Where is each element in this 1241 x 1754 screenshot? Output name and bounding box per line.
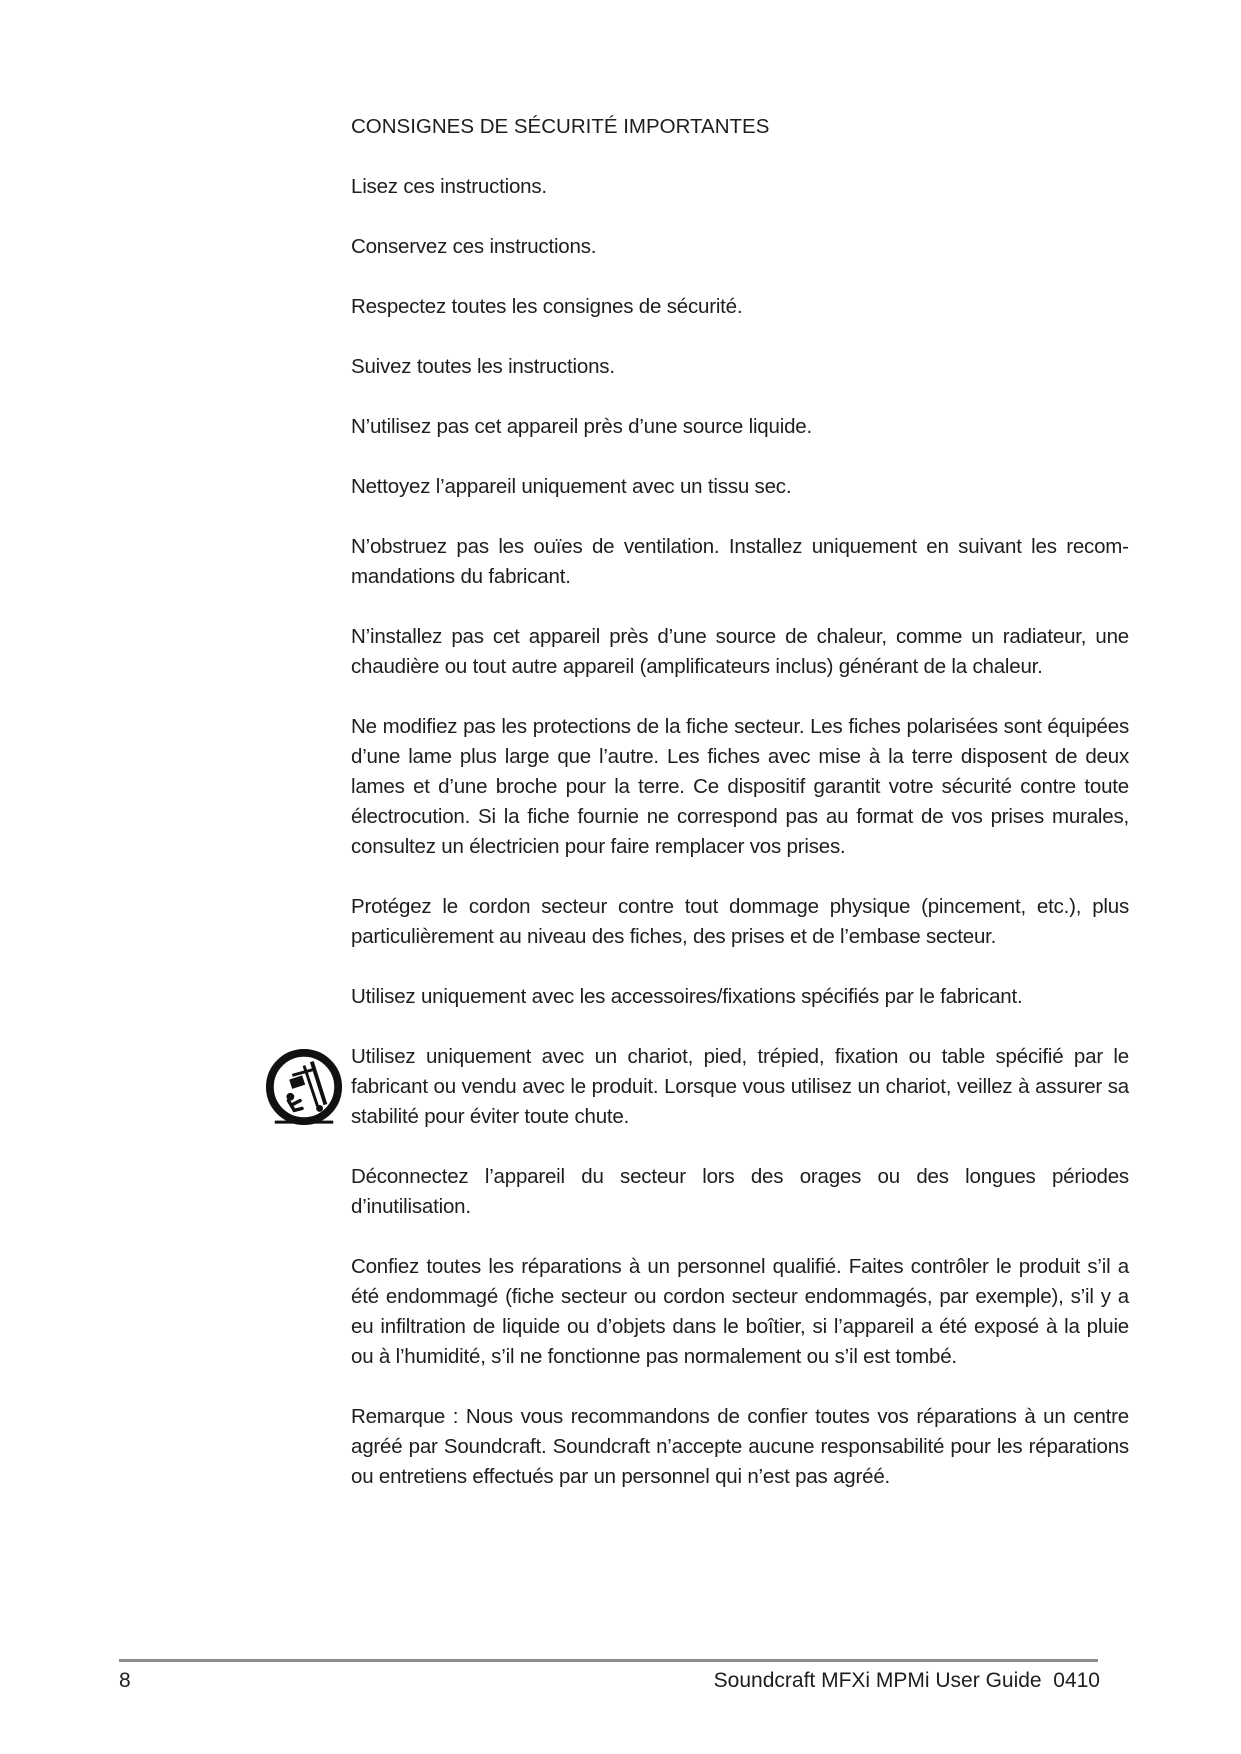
footer-document-title: Soundcraft MFXi MPMi User Guide 0410	[713, 1669, 1100, 1692]
cart-instruction-block	[351, 1042, 1129, 1132]
page-number: 8	[119, 1669, 131, 1692]
instruction-paragraph: N’obstruez pas les ouïes de ventilation. Installez uniquement en suivant les recommandations du fabricant.	[351, 535, 1129, 588]
cart-tip-over-warning-icon	[265, 1048, 343, 1126]
footer-divider	[119, 1659, 1098, 1662]
instruction-paragraph: N’installez pas cet appareil près d’une source de chaleur, comme un radiateur, une chaudière ou tout autre appareil (amplificateurs inclus) générant de la chaleur.	[351, 625, 1129, 678]
instruction-paragraph: Ne modifiez pas les protections de la fiche secteur. Les fiches polarisées sont équipées d’une lame plus large que l’autre. Les fiches avec mise à la terre disposent de deux lames et d’une broche pour la terre. Ce dispositif garantit votre sécurité contre toute électrocution. Si la fiche fournie ne correspond pas au format de vos prises murales, consultez un électricien pour faire remplacer vos prises.	[351, 715, 1129, 858]
instruction-paragraph: Suivez toutes les instructions.	[351, 355, 615, 378]
instruction-paragraph: Lisez ces instructions.	[351, 175, 547, 198]
instruction-paragraph: Confiez toutes les réparations à un personnel qualifié. Faites contrôler le produit s’il a été endommagé (fiche secteur ou cordon secteur endommagés, par exemple), s’il y a eu infiltration de liquide ou d’objets dans le boîtier, si l’appareil a été exposé à la pluie ou à l’humidité, s’il ne fonctionne pas normalement ou s’il est tombé.	[351, 1255, 1129, 1368]
instruction-paragraph: Utilisez uniquement avec un chariot, pied, trépied, fixation ou table spécifié par le fabricant ou vendu avec le produit. Lorsque vous utilisez un chariot, veillez à assurer sa stabilité pour éviter toute chute.	[351, 1045, 1129, 1128]
instruction-paragraph: Remarque : Nous vous recommandons de confier toutes vos réparations à un centre agréé par Soundcraft. Soundcraft n’accepte aucune responsabilité pour les réparations ou entretiens effectués par un personnel qui n’est pas agréé.	[351, 1405, 1129, 1488]
instruction-paragraph: Protégez le cordon secteur contre tout dommage physique (pincement, etc.), plus particulièrement au niveau des fiches, des prises et de l’embase secteur.	[351, 895, 1129, 948]
instruction-paragraph: Déconnectez l’appareil du secteur lors des orages ou des longues périodes d’inutilisation.	[351, 1165, 1129, 1218]
instruction-paragraph: N’utilisez pas cet appareil près d’une source liquide.	[351, 415, 812, 438]
safety-instructions	[351, 112, 1129, 1522]
page-heading: CONSIGNES DE SÉCURITÉ IMPORTANTES	[351, 115, 770, 138]
instruction-paragraph: Respectez toutes les consignes de sécurité.	[351, 295, 743, 318]
instruction-paragraph: Utilisez uniquement avec les accessoires/fixations spécifiés par le fabricant.	[351, 985, 1023, 1008]
instruction-paragraph: Nettoyez l’appareil uniquement avec un tissu sec.	[351, 475, 792, 498]
instruction-paragraph: Conservez ces instructions.	[351, 235, 597, 258]
